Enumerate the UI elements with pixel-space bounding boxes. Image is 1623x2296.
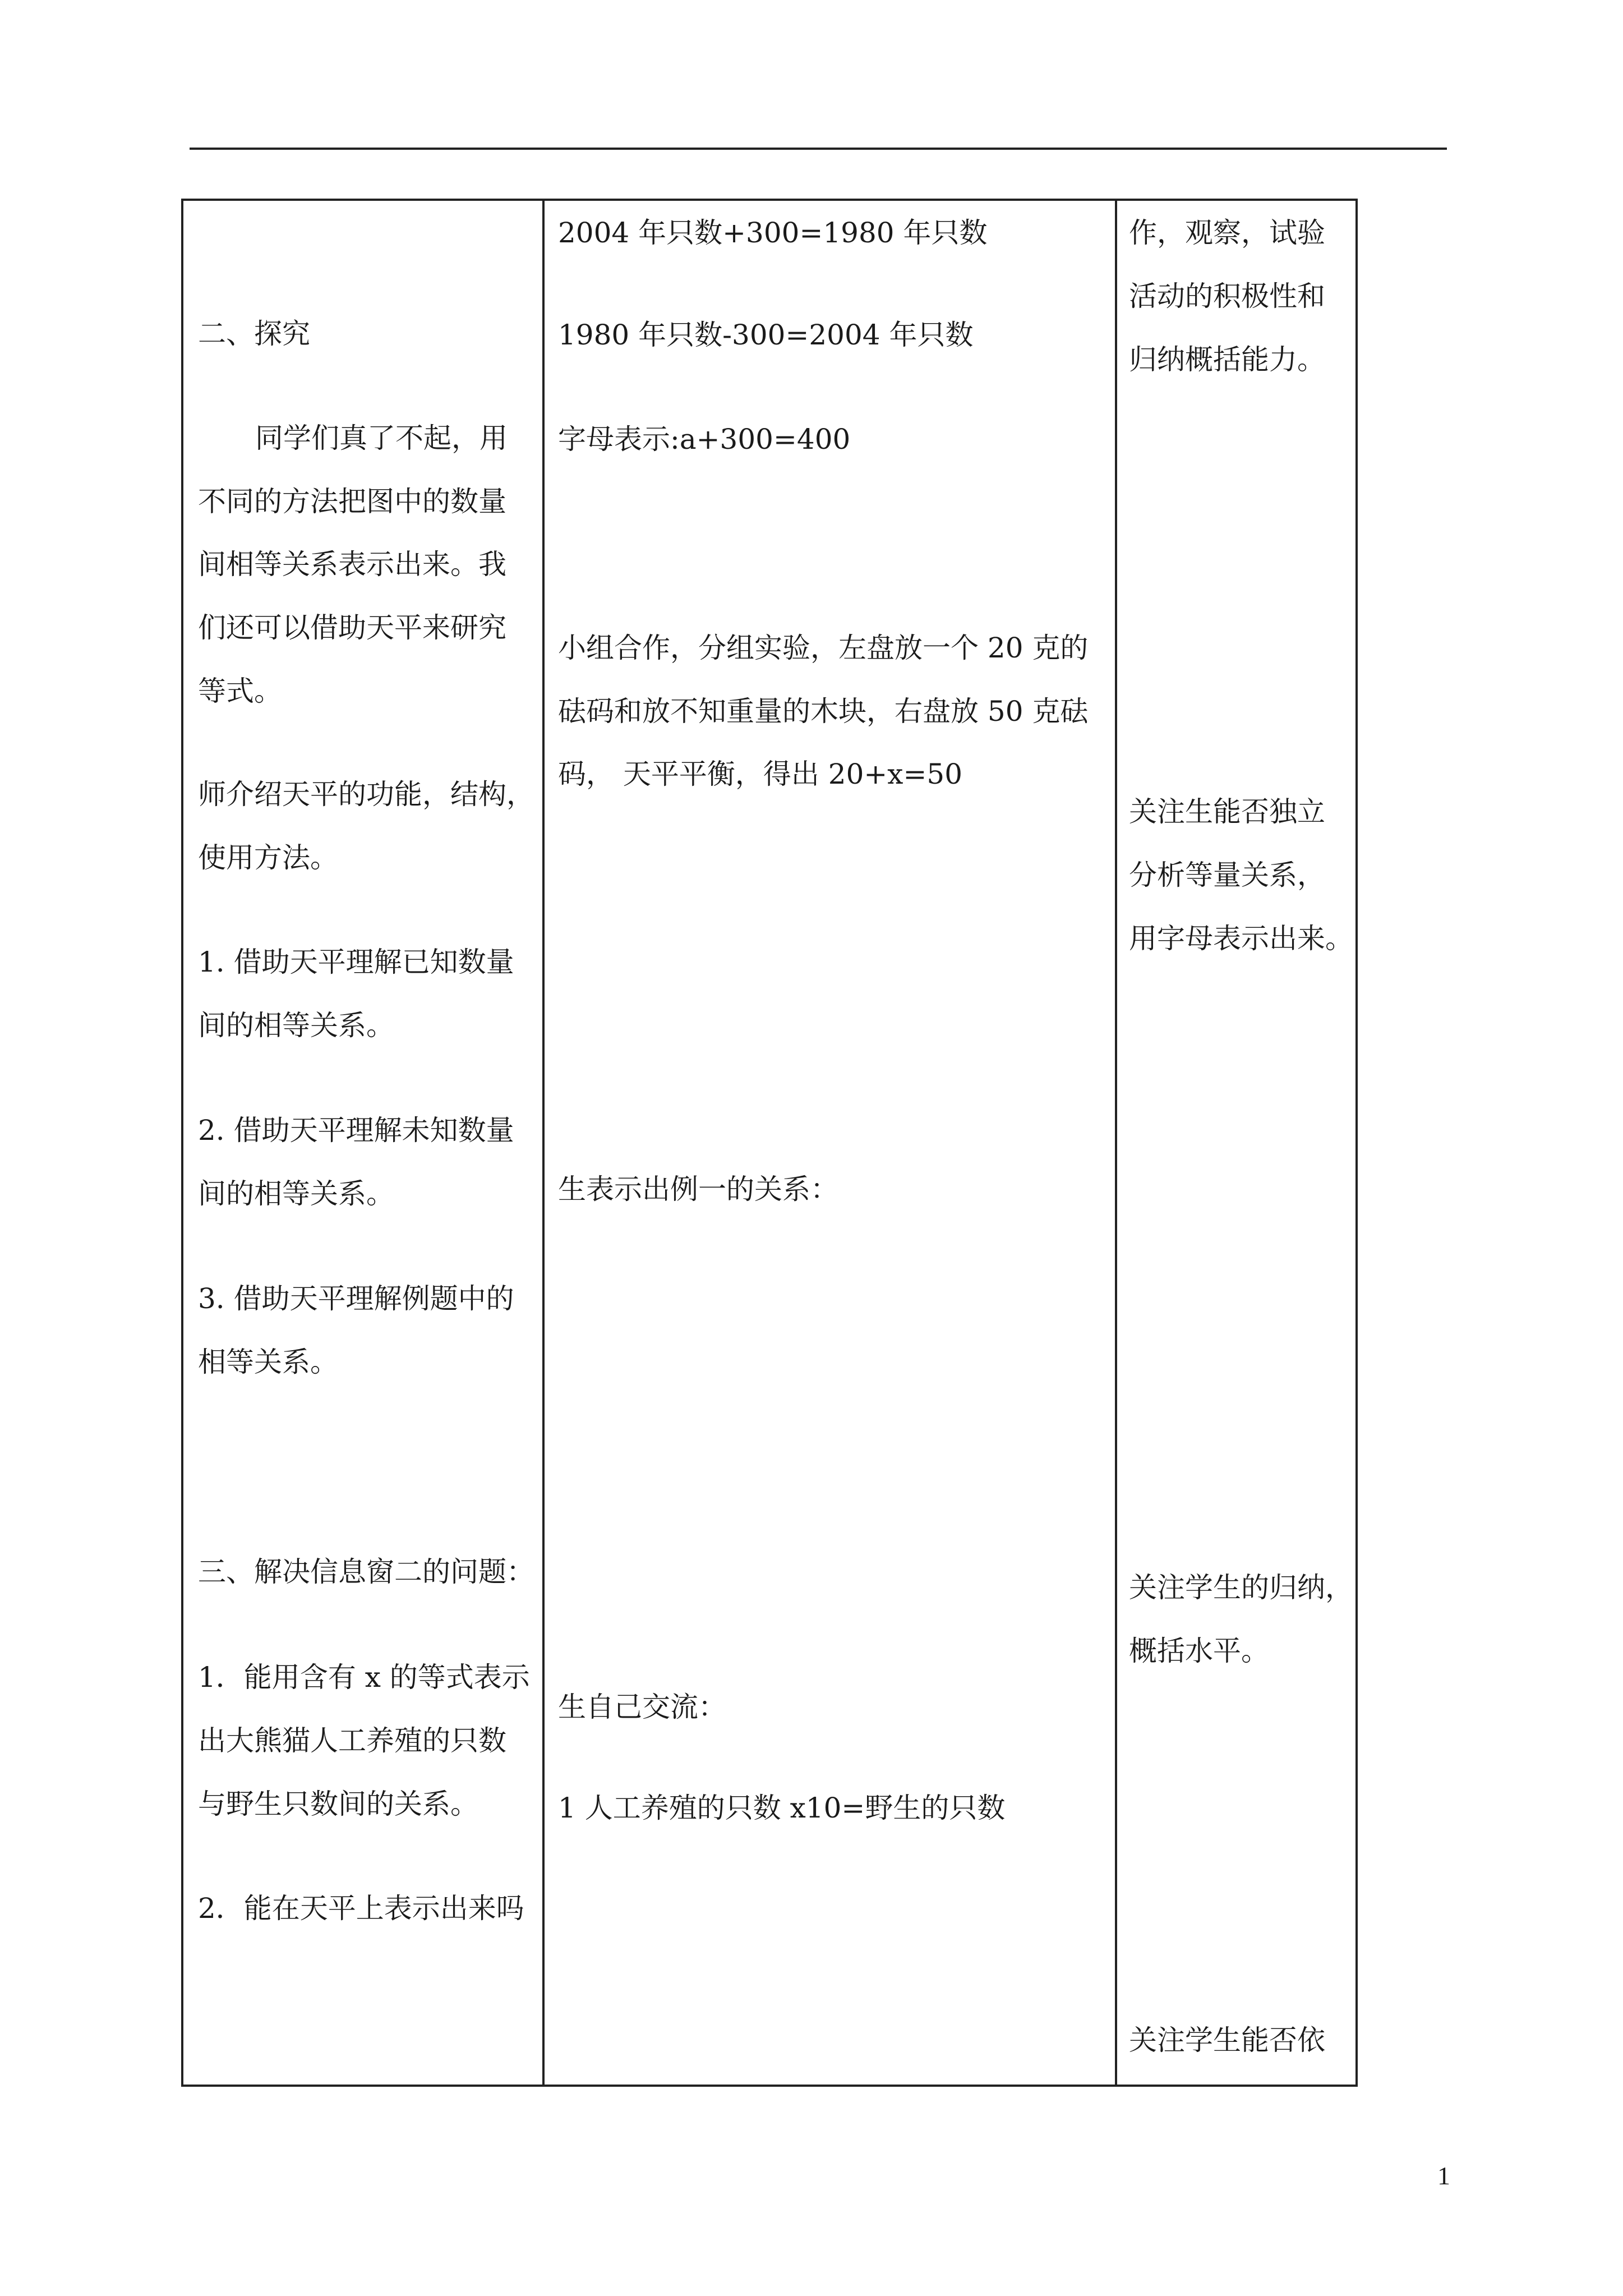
intro-line: 间相等关系表示出来。我 <box>198 548 506 581</box>
assessment-line: 用字母表示出来。 <box>1129 922 1353 955</box>
page-number: 1 <box>1437 2161 1450 2190</box>
panda-equation: 1 人工养殖的只数 x10=野生的只数 <box>558 1792 1006 1824</box>
group-experiment-line: 砝码和放不知重量的木块，右盘放 50 克砝 <box>558 695 1089 728</box>
goal-line: 活动的积极性和 <box>1129 280 1325 312</box>
column-divider-2 <box>1115 201 1117 2085</box>
intro-line: 同学们真了不起，用 <box>255 422 508 454</box>
intro-line: 们还可以借助天平来研究 <box>198 611 506 644</box>
assessment-line: 关注学生能否依 <box>1129 2024 1325 2056</box>
section-heading-solve: 三、解决信息窗二的问题： <box>198 1556 534 1588</box>
assessment-line: 分析等量关系， <box>1129 859 1325 891</box>
step-2-line: 间的相等关系。 <box>198 1177 394 1210</box>
letter-equation: 字母表示:a+300=400 <box>558 423 851 455</box>
step-2-line: 2. 借助天平理解未知数量 <box>198 1114 514 1147</box>
question-1-line: 出大熊猫人工养殖的只数 <box>198 1724 506 1757</box>
column-divider-1 <box>542 201 545 2085</box>
header-rule <box>190 148 1447 150</box>
teacher-note-line: 师介绍天平的功能，结构， <box>198 778 534 811</box>
assessment-line: 概括水平。 <box>1129 1635 1269 1667</box>
example-relation: 生表示出例一的关系： <box>558 1173 838 1205</box>
student-exchange: 生自己交流： <box>558 1691 726 1723</box>
goal-line: 作，观察，试验 <box>1129 217 1325 249</box>
assessment-line: 关注学生的归纳， <box>1129 1571 1353 1604</box>
step-3-line: 相等关系。 <box>198 1346 338 1378</box>
step-1-line: 间的相等关系。 <box>198 1009 394 1042</box>
step-1-line: 1. 借助天平理解已知数量 <box>198 946 514 978</box>
question-1-line: 与野生只数间的关系。 <box>198 1788 478 1820</box>
section-heading-explore: 二、探究 <box>198 318 310 350</box>
assessment-line: 关注生能否独立 <box>1129 795 1325 828</box>
goal-line: 归纳概括能力。 <box>1129 343 1325 376</box>
intro-line: 等式。 <box>198 675 282 707</box>
equation-1980: 1980 年只数-300=2004 年只数 <box>558 319 974 351</box>
group-experiment-line: 小组合作，分组实验，左盘放一个 20 克的 <box>558 632 1089 664</box>
teacher-note-line: 使用方法。 <box>198 841 338 874</box>
step-3-line: 3. 借助天平理解例题中的 <box>198 1282 514 1315</box>
equation-2004: 2004 年只数+300=1980 年只数 <box>558 217 988 249</box>
question-2: 2．能在天平上表示出来吗 <box>198 1892 524 1925</box>
group-experiment-line: 码， 天平平衡，得出 20+x=50 <box>558 758 963 790</box>
intro-line: 不同的方法把图中的数量 <box>198 485 506 518</box>
question-1-line: 1．能用含有 x 的等式表示 <box>198 1661 530 1694</box>
